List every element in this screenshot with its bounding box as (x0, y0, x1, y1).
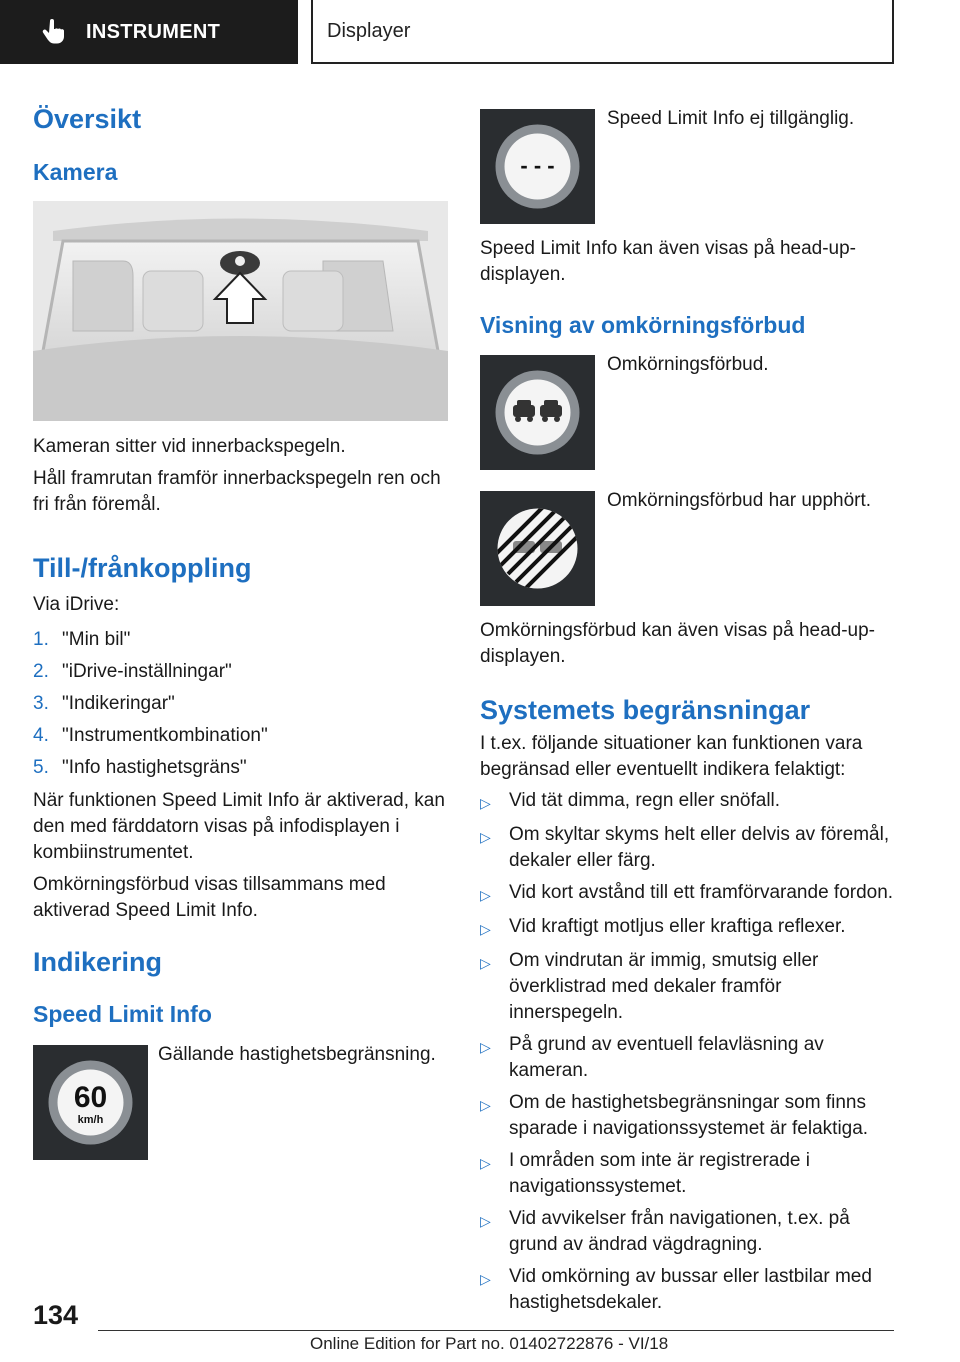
overtake-heading: Visning av omkörningsförbud (480, 312, 806, 338)
triangle-bullet-icon: ▷ (480, 887, 491, 903)
list-item: ▷ Om vindrutan är immig, smutsig eller överklistrad med dekaler framför innerspegeln. (480, 948, 894, 1026)
list-item: ▷ Vid kort avstånd till ett framförvarande fordon. (480, 880, 894, 908)
triangle-bullet-icon: ▷ (480, 1271, 491, 1287)
hand-pointer-icon (40, 18, 68, 46)
triangle-bullet-icon: ▷ (480, 795, 491, 811)
triangle-bullet-icon: ▷ (480, 1155, 491, 1171)
triangle-bullet-icon: ▷ (480, 829, 491, 845)
steps-list (33, 624, 448, 784)
section-label: Displayer (327, 19, 411, 42)
list-item: ▷ Vid avvikelser från navigationen, t.ex. på grund av ändrad vägdragning. (480, 1206, 894, 1258)
speed-limit-caption: Gällande hastighetsbegränsning. (158, 1044, 436, 1065)
sign-number: 60 (73, 1081, 108, 1114)
overtake-end-caption: Omkörningsförbud har upphört. (607, 490, 872, 511)
camera-paragraph-1: Kameran sitter vid innerbackspegeln. (33, 436, 346, 457)
triangle-bullet-icon: ▷ (480, 955, 491, 971)
triangle-bullet-icon: ▷ (480, 921, 491, 937)
toggle-heading: Till-/frånkoppling (33, 553, 252, 583)
dashes-text: - - - (520, 153, 555, 178)
list-item: ▷ Vid tät dimma, regn eller snöfall. (480, 788, 894, 816)
hud-paragraph-2: Omkörningsförbud kan även visas på head-up-displayen. (480, 620, 876, 667)
section-tab[interactable] (311, 0, 894, 64)
sign-unit: km/h (77, 1114, 104, 1126)
speed-limit-info-heading: Speed Limit Info (33, 1001, 212, 1027)
list-item: ▷ På grund av eventuell felavläsning av kameran. (480, 1032, 894, 1084)
list-item: 4. "Instrumentkombination" (33, 725, 268, 746)
page-number: 134 (33, 1300, 79, 1330)
footer-divider (98, 1330, 894, 1331)
list-item: 1. "Min bil" (33, 629, 131, 650)
no-overtaking-sign (480, 355, 595, 470)
overtake-caption: Omkörningsförbud. (607, 354, 769, 375)
limits-intro: I t.ex. följande situationer kan funktionen vara begränsad eller eventuellt indikera felaktigt: (480, 733, 863, 780)
list-item: 5. "Info hastighetsgräns" (33, 757, 247, 778)
speed-limit-unavailable-sign (480, 109, 595, 224)
toggle-paragraph-1: När funktionen Speed Limit Info är aktiverad, kan den med färddatorn visas på infodisplayen i kombiinstrumentet. (33, 790, 445, 863)
triangle-bullet-icon: ▷ (480, 1039, 491, 1055)
unavailable-caption: Speed Limit Info ej tillgänglig. (607, 108, 855, 129)
toggle-paragraph-2: Omkörningsförbud visas tillsammans med aktiverad Speed Limit Info. (33, 874, 386, 921)
end-no-overtaking-sign (480, 491, 595, 606)
triangle-bullet-icon: ▷ (480, 1213, 491, 1229)
camera-paragraph-2: Håll framrutan framför innerbackspegeln ren och fri från föremål. (33, 468, 441, 515)
limits-list (480, 788, 894, 1322)
speed-limit-60-sign (33, 1045, 148, 1160)
toggle-intro: Via iDrive: (33, 594, 120, 615)
list-item: ▷ Vid kraftigt motljus eller kraftiga reflexer. (480, 914, 894, 942)
list-item: 3. "Indikeringar" (33, 693, 175, 714)
list-item: 2. "iDrive-inställningar" (33, 661, 232, 682)
indication-heading: Indikering (33, 947, 163, 977)
hud-paragraph-1: Speed Limit Info kan även visas på head-up-displayen. (480, 238, 857, 285)
list-item: ▷ Vid omkörning av bussar eller lastbilar med hastighetsdekaler. (480, 1264, 894, 1316)
list-item: ▷ Om skyltar skyms helt eller delvis av föremål, dekaler eller färg. (480, 822, 894, 874)
overview-heading: Översikt (33, 104, 142, 134)
chapter-label: INSTRUMENT (86, 20, 221, 43)
triangle-bullet-icon: ▷ (480, 1097, 491, 1113)
limits-heading: Systemets begränsningar (480, 695, 811, 725)
list-item: ▷ I områden som inte är registrerade i navigationssystemet. (480, 1148, 894, 1200)
camera-location-photo (33, 201, 448, 421)
chapter-tab[interactable] (0, 0, 298, 64)
edition-text: Online Edition for Part no. 01402722876 - VI/18 (310, 1334, 669, 1353)
camera-heading: Kamera (33, 159, 118, 185)
list-item: ▷ Om de hastighetsbegränsningar som finns sparade i navigationssystemet är felaktiga. (480, 1090, 894, 1142)
